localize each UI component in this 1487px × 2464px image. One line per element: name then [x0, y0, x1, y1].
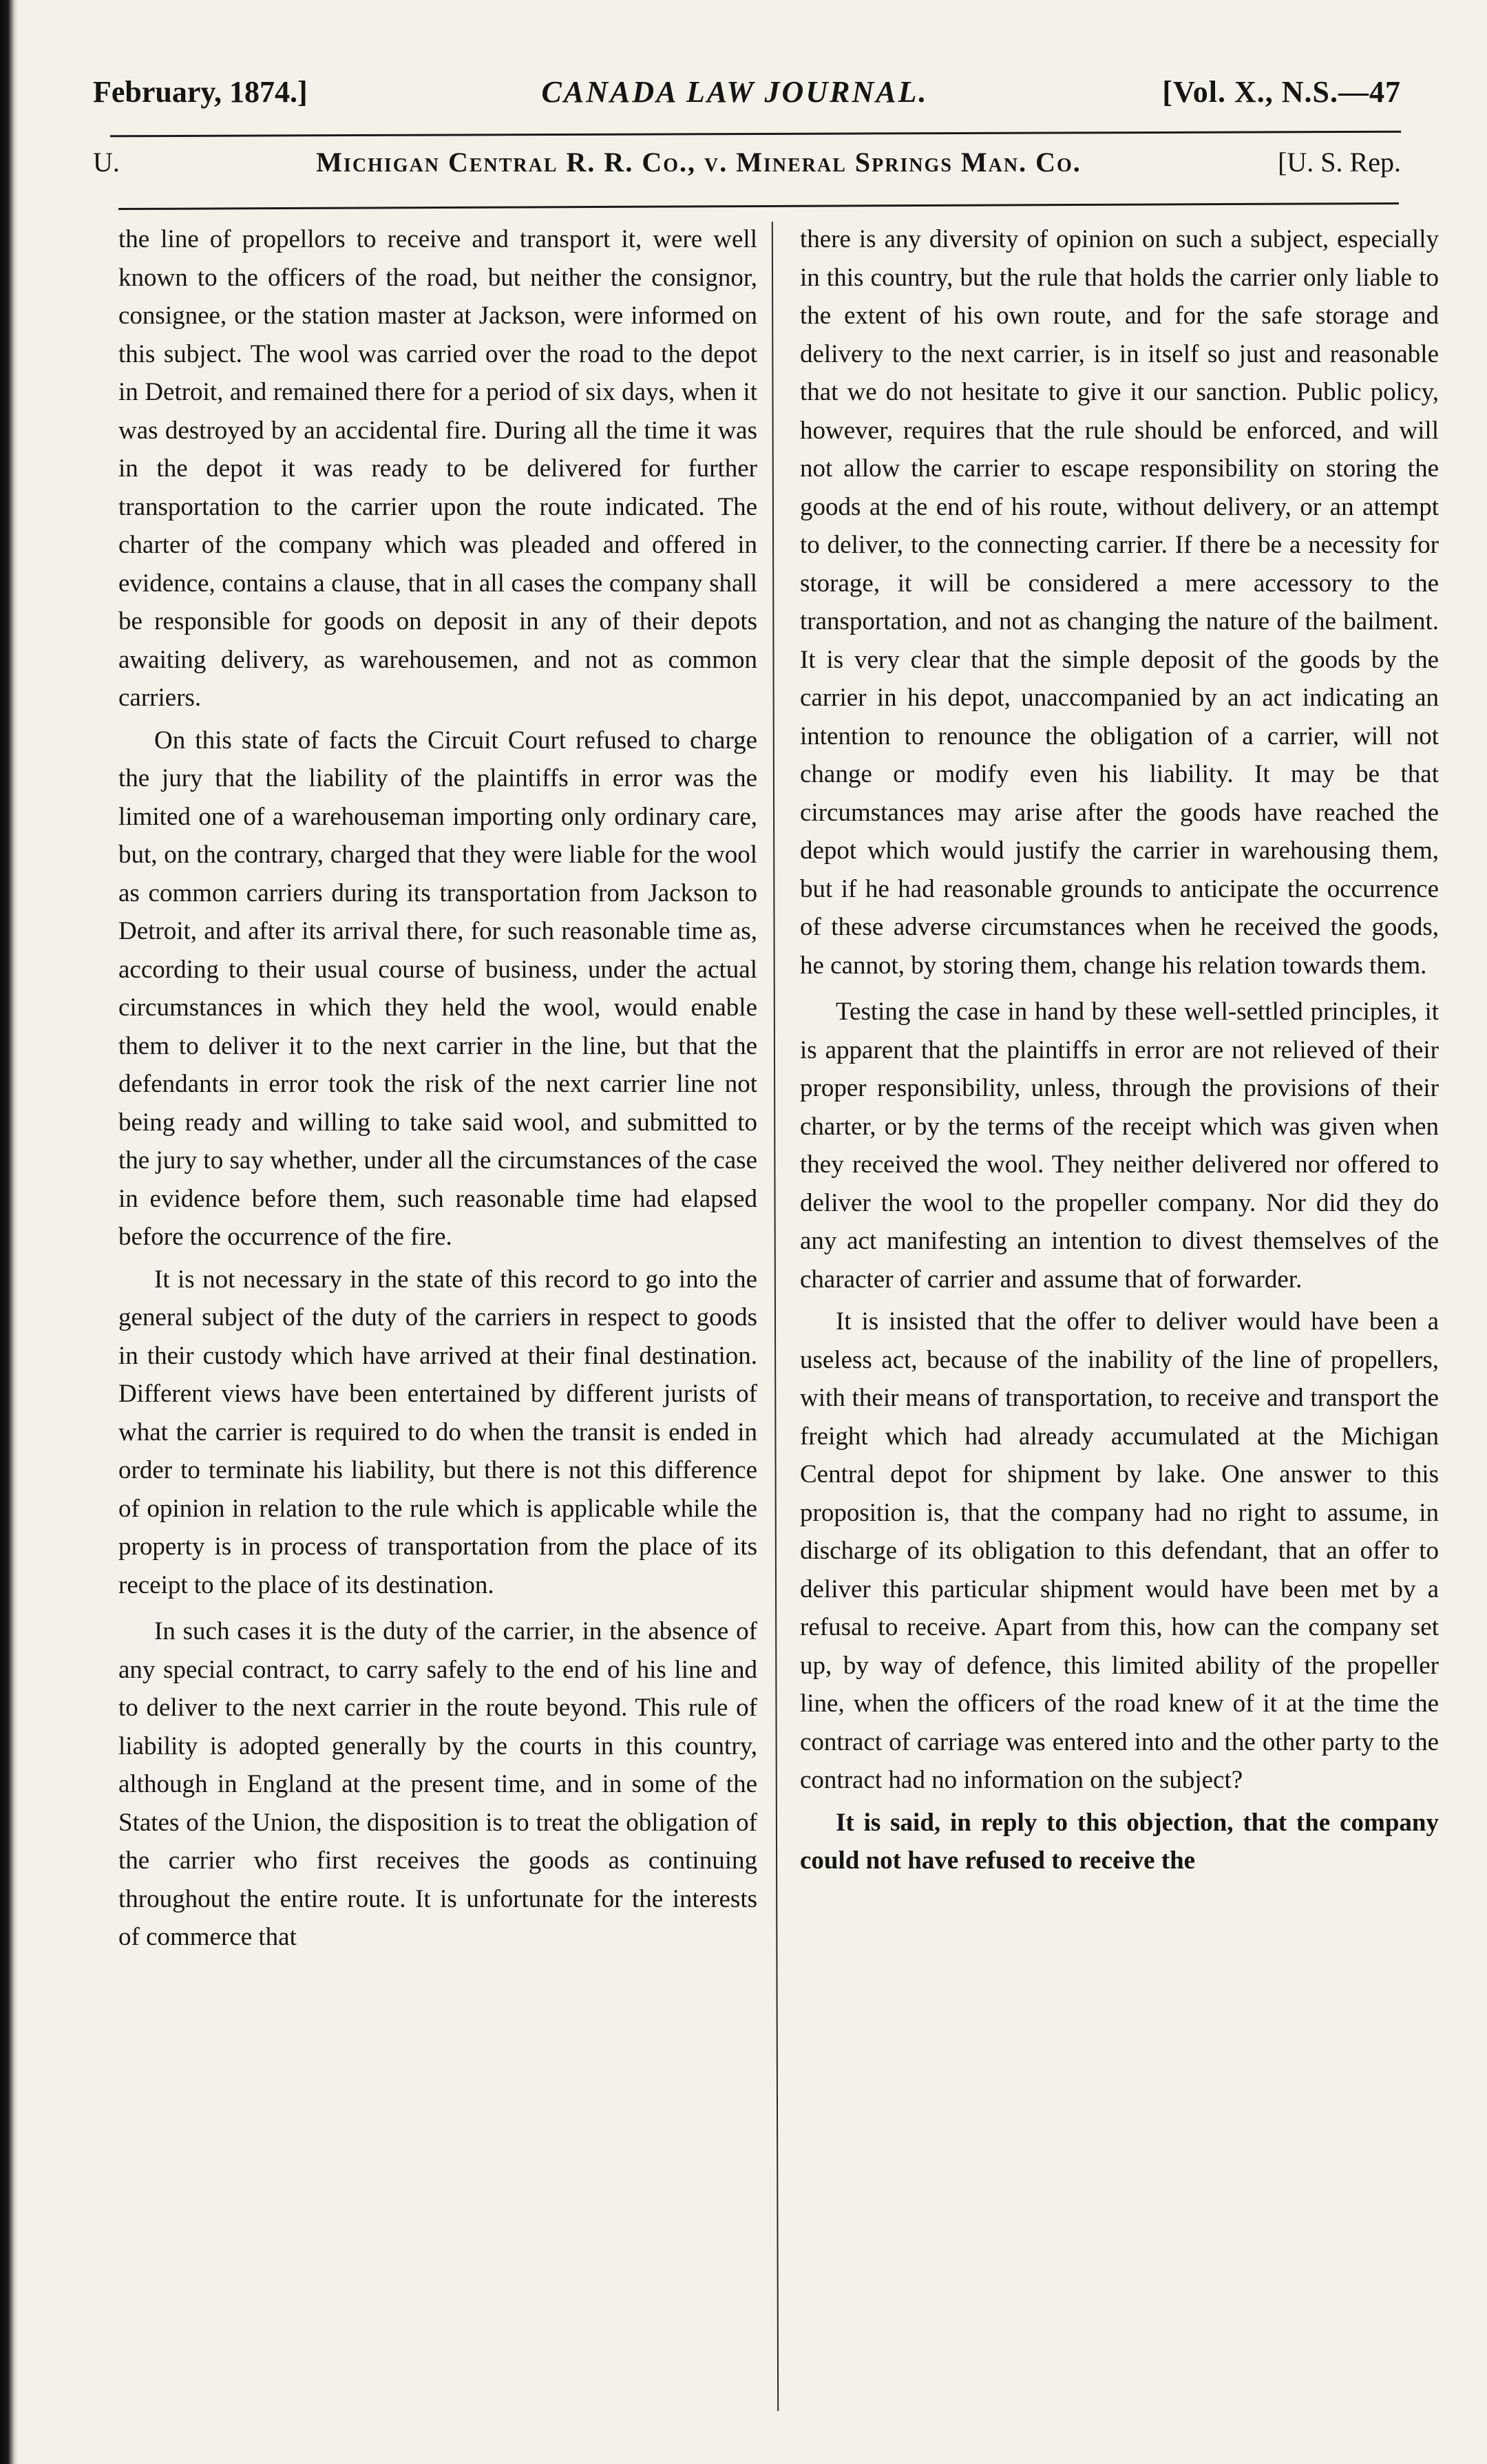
- paragraph: It is insisted that the offer to deliver would have been a useless act, because of the inability of the line of propellers, with their means of transportation, to receive and transport the freight which had already accumulated at the Michigan Central depot for shipment by lake. One answer to this proposition is, that the company had no right to assume, in discharge of its obligation to this defendant, that an offer to deliver this particular shipment would have been met by a refusal to receive. Apart from this, how can the company set up, by way of defence, this limited ability of the propeller line, when the officers of the road knew of it at the time the contract of carriage was entered into and the other party to the contract had no information on the subject?: [800, 1307, 1439, 1794]
- case-header: [93, 146, 1401, 187]
- page-edge-shadow: [0, 0, 18, 2464]
- journal-title: CANADA LAW JOURNAL.: [541, 75, 929, 109]
- running-header: [93, 74, 1401, 123]
- issue-date: February, 1874.]: [93, 75, 308, 109]
- case-title: Michigan Central R. R. Co., v. Mineral Springs Man. Co.: [316, 147, 1082, 178]
- paragraph: On this state of facts the Circuit Court refused to charge the jury that the liability of the plaintiffs in error was the limited one of a warehouseman importing only ordinary care, but, on the contrary, charged that they were liable for the wool as common carriers during its transportation from Jackson to Detroit, and after its arrival there, for such reasonable time as, according to their usual course of business, under the actual circumstances in which they held the wool, would enable them to deliver it to the next carrier in the line, but that the defendants in error took the risk of the next carrier line not being ready and willing to take said wool, and submitted to the jury to say whether, under all the circumstances of the case in evidence before them, such reasonable time had elapsed before the occurrence of the fire.: [118, 726, 757, 1251]
- right-column: [800, 220, 1439, 2423]
- court-marker: U.: [93, 147, 120, 178]
- paragraph: It is said, in reply to this objection, that the company could not have refused to receive the: [800, 1808, 1439, 1875]
- left-column: [118, 220, 757, 2423]
- paragraph: Testing the case in hand by these well-settled principles, it is apparent that the plaintiffs in error are not relieved of their proper responsibility, unless, through the provisions of their charter, or by the terms of the receipt which was given when they received the wool. They neither delivered nor offered to deliver the wool to the propeller company. Nor did they do any act manifesting an intention to divest themselves of the character of carrier and assume that of forwarder.: [800, 998, 1439, 1294]
- header-rule: [110, 131, 1401, 138]
- case-header-rule: [118, 202, 1399, 210]
- paragraph: there is any diversity of opinion on such a subject, especially in this country, but the rule that holds the carrier only liable to the extent of his own route, and for the safe storage and delivery to the next carrier, is in itself so just and reasonable that we do not hesitate to give it our sanction. Public policy, however, requires that the rule should be enforced, and will not allow the carrier to escape responsibility on storing the goods at the end of his route, without delivery, or an attempt to deliver, to the connecting carrier. If there be a necessity for storage, it will be considered a mere accessory to the transportation, and not as changing the nature of the bailment. It is very clear that the simple deposit of the goods by the carrier in his depot, unaccompanied by an act indicating an intention to renounce the obligation of a carrier, will not change or modify even his liability. It may be that circumstances may arise after the goods have reached the depot which would justify the carrier in warehousing them, but if he had reasonable grounds to anticipate the occurrence of these adverse circumstances when he received the goods, he cannot, by storing them, change his relation towards them.: [800, 225, 1439, 980]
- volume-page-number: [Vol. X., N.S.—47: [1162, 75, 1401, 109]
- column-divider: [772, 222, 779, 2411]
- paragraph: the line of propellors to receive and transport it, were well known to the officers of the road, but neither the consignor, consignee, or the station master at Jackson, were informed on this subject. The wool was carried over the road to the depot in Detroit, and remained there for a period of six days, when it was destroyed by an accidental fire. During all the time it was in the depot it was ready to be delivered for further transportation to the carrier upon the route indicated. The charter of the company which was pleaded and offered in evidence, contains a clause, that in all cases the company shall be responsible for goods on deposit in any of their depots awaiting delivery, as warehousemen, and not as common carriers.: [118, 225, 757, 712]
- paragraph: In such cases it is the duty of the carrier, in the absence of any special contract, to carry safely to the end of his line and to deliver to the next carrier in the route beyond. This rule of liability is adopted generally by the courts in this country, although in England at the present time, and in some of the States of the Union, the disposition is to treat the obligation of the carrier who first receives the goods as continuing throughout the entire route. It is unfortunate for the interests of commerce that: [118, 1617, 757, 1951]
- report-reference: [U. S. Rep.: [1278, 147, 1401, 178]
- paragraph: It is not necessary in the state of this record to go into the general subject of the duty of the carriers in respect to goods in their custody which have arrived at their final destination. Different views have been entertained by different jurists of what the carrier is required to do when the transit is ended in order to terminate his liability, but there is not this difference of opinion in relation to the rule which is applicable while the property is in process of transportation from the place of its receipt to the place of its destination.: [118, 1265, 757, 1599]
